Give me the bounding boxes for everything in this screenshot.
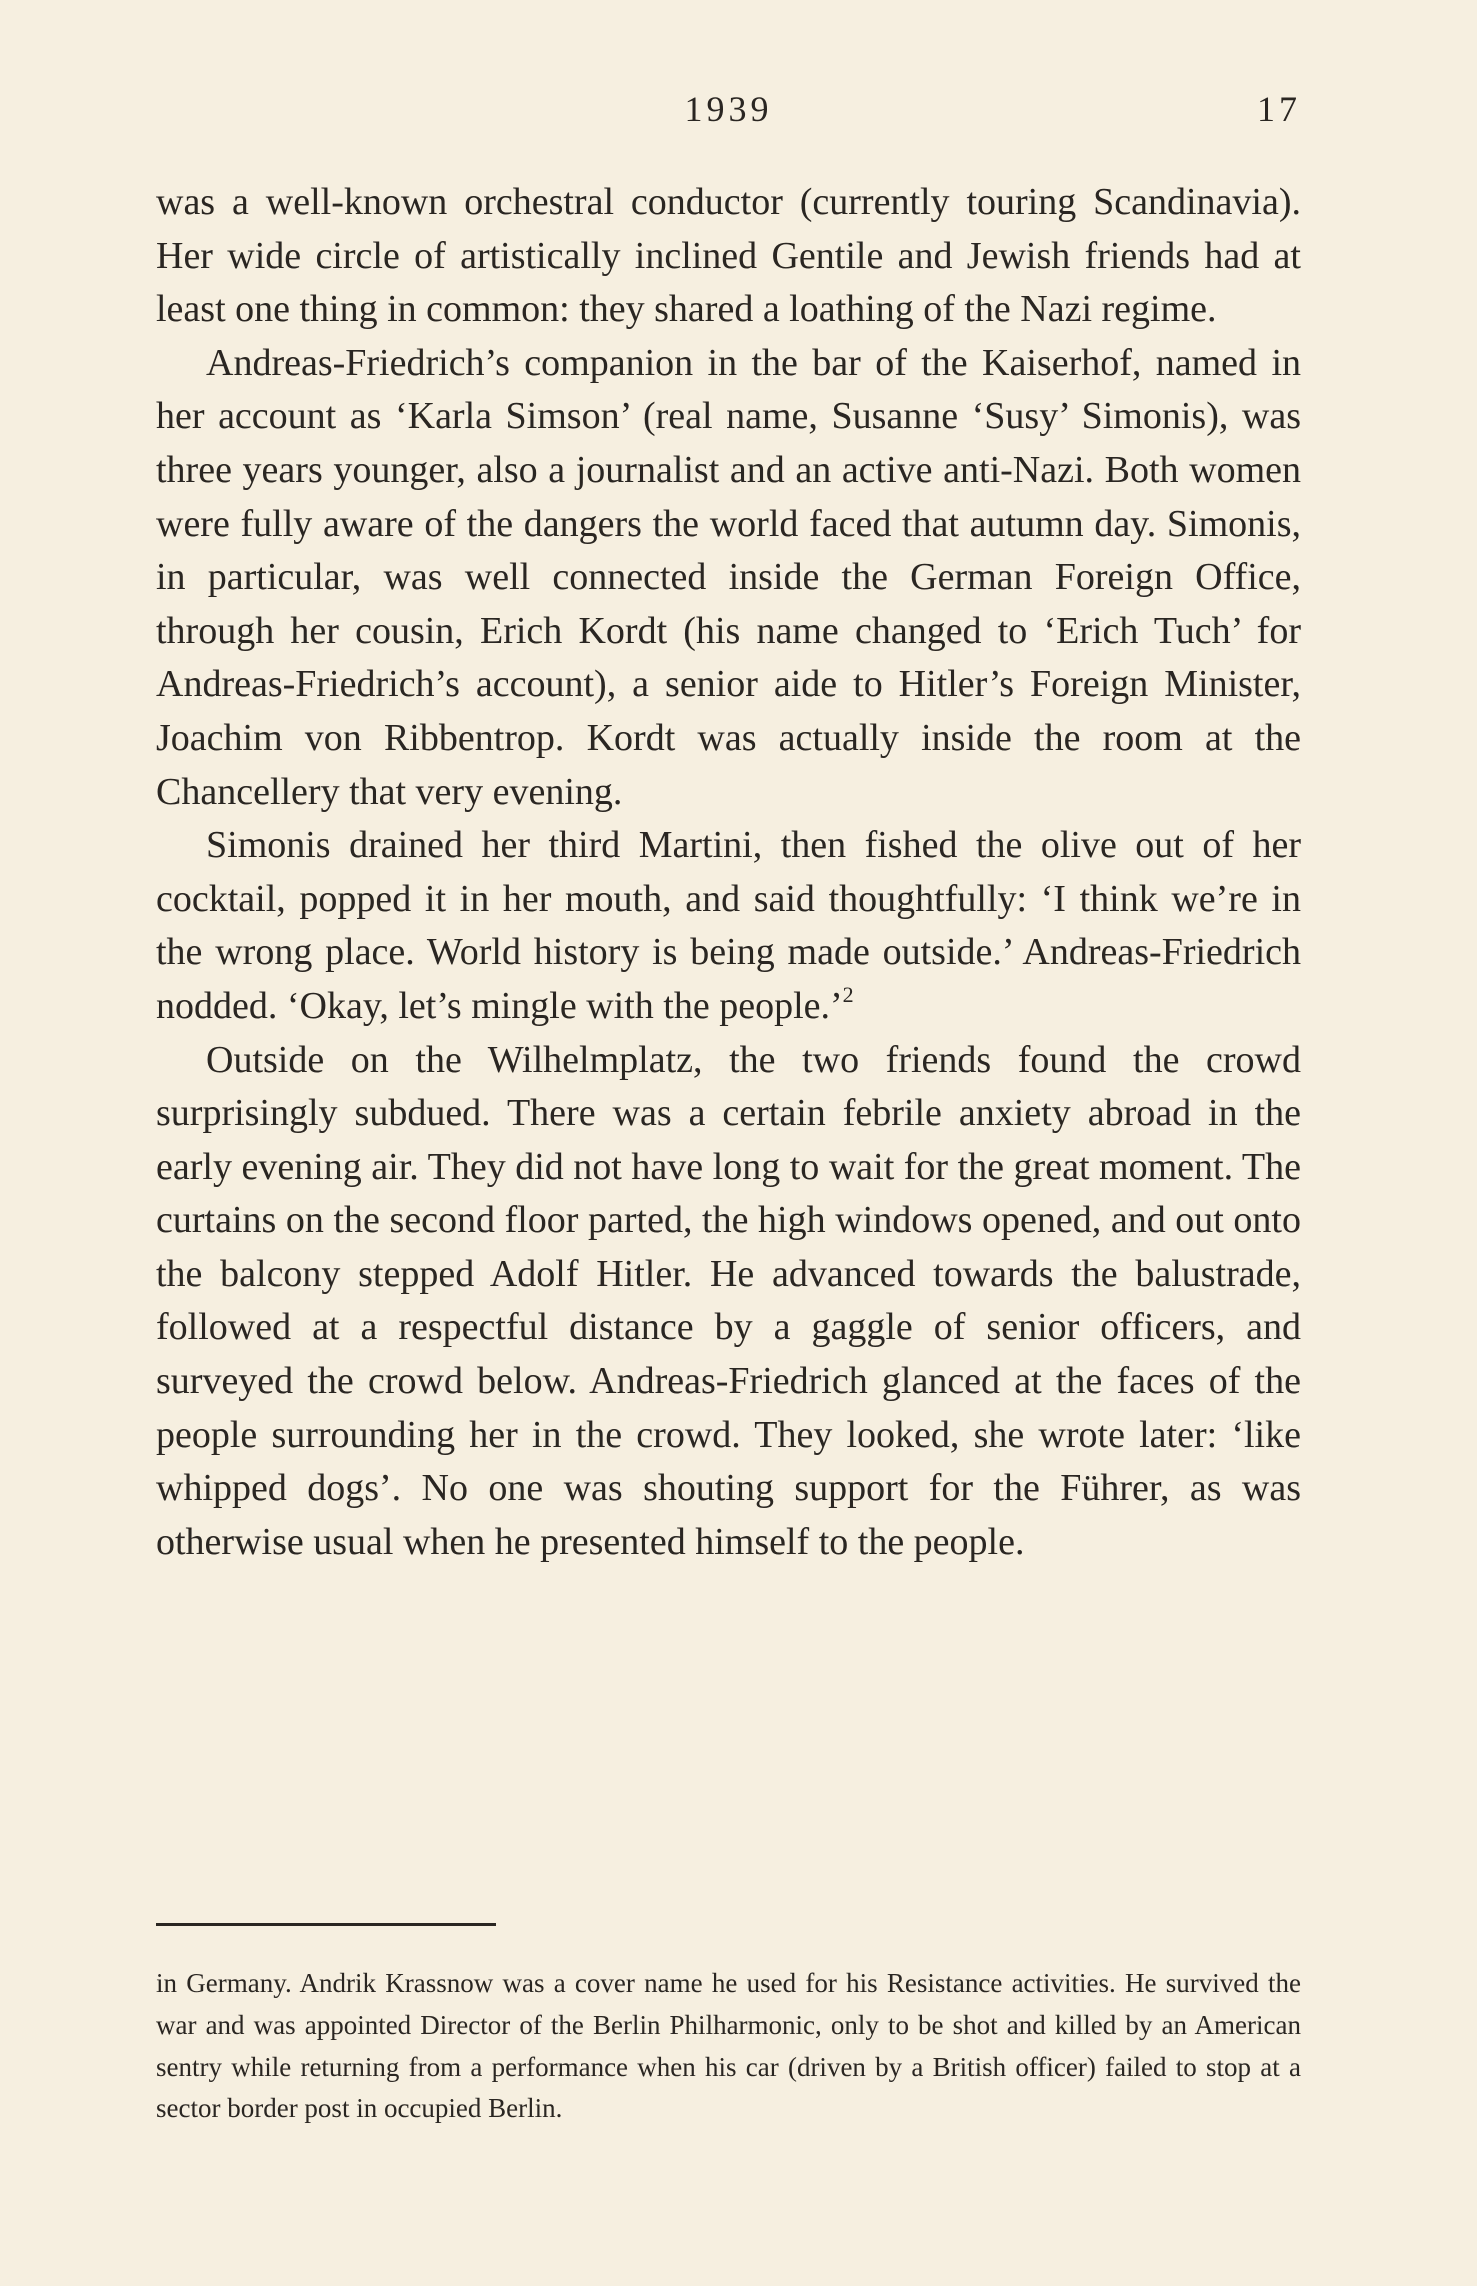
- body-text: [156, 176, 1301, 1569]
- running-title: 1939: [684, 89, 773, 129]
- page-number: 17: [1257, 89, 1301, 129]
- footnote-divider: [156, 1923, 496, 1926]
- paragraph: [156, 176, 1301, 337]
- paragraph-text: Outside on the Wilhelmplatz, the two friends found the crowd surprisingly subdued. There was a certain febrile anxiety abroad in the early evening air. They did not have long to wait for the great moment. The curtains on the second floor parted, the high windows opened, and out onto the balcony stepped Adolf Hitler. He advanced towards the balustrade, followed at a respectful distance by a gaggle of senior officers, and surveyed the crowd below. Andreas-Friedrich glanced at the faces of the people surrounding her in the crowd. They looked, she wrote later: ‘like whipped dogs’. No one was shouting support for the Führer, as was otherwise usual when he presented himself to the people.: [156, 1038, 1301, 1563]
- footnote: [156, 1963, 1301, 2130]
- paragraph-text: was a well-known orchestral conductor (currently touring Scandinavia). Her wide circle of artistically inclined Gentile and Jewish friends had at least one thing in common: they shared a loathing of the Nazi regime.: [156, 181, 1301, 331]
- paragraph-text: Simonis drained her third Martini, then fished the olive out of her cocktail, popped it in her mouth, and said thoughtfully: ‘I think we’re in the wrong place. World history is being made outside.’ Andreas-Friedrich nodded. ‘Okay, let’s mingle with the people.’: [156, 824, 1301, 1027]
- paragraph: [156, 819, 1301, 1033]
- paragraph: [156, 1034, 1301, 1570]
- paragraph-text: Andreas-Friedrich’s companion in the bar of the Kaiserhof, named in her account as ‘Karla Simson’ (real name, Susanne ‘Susy’ Simonis), was three years younger, also a journalist and an active anti-Nazi. Both women were fully aware of the dangers the world faced that autumn day. Simonis, in particular, was well connected inside the German Foreign Office, through her cousin, Erich Kordt (his name changed to ‘Erich Tuch’ for Andreas-Friedrich’s account), a senior aide to Hitler’s Foreign Minister, Joachim von Ribbentrop. Kordt was actually inside the room at the Chancellery that very evening.: [156, 341, 1301, 813]
- footnote-reference: 2: [842, 981, 854, 1007]
- footnote-text: in Germany. Andrik Krassnow was a cover name he used for his Resistance activities. He survived the war and was appointed Director of the Berlin Philharmonic, only to be shot and killed by an American sentry while returning from a performance when his car (driven by a British officer) failed to stop at a sector border post in occupied Berlin.: [156, 1968, 1301, 2124]
- running-head: [156, 88, 1301, 138]
- paragraph: [156, 337, 1301, 819]
